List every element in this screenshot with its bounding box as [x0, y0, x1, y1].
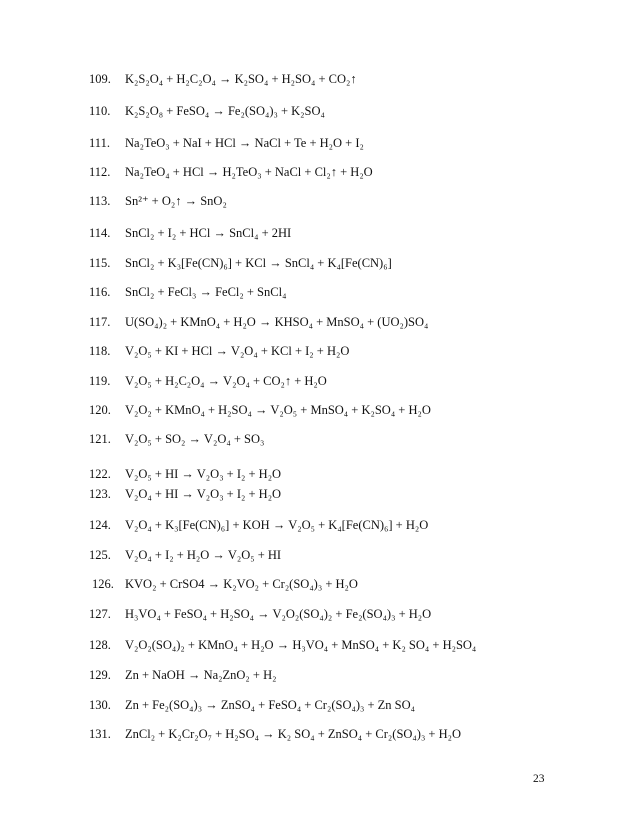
equation-row [89, 70, 357, 88]
equation-number: 125. [89, 548, 111, 562]
equation-number: 119. [89, 374, 111, 388]
equation-row [89, 605, 431, 623]
equation-number: 111. [89, 136, 110, 150]
equation-text: V₂O₅ + KI + HCl → V₂O₄ + KCl + I₂ + H₂O [125, 344, 350, 358]
equation-text: SnCl₂ + I₂ + HCl → SnCl₄ + 2HI [125, 226, 292, 240]
equation-number: 115. [89, 256, 111, 270]
equation-row [89, 283, 286, 301]
equation-row [89, 192, 227, 210]
equation-number: 117. [89, 315, 111, 329]
equation-text: Zn + NaOH → Na₂ZnO₂ + H₂ [125, 668, 277, 682]
equation-text: SnCl₂ + K₃[Fe(CN)₆] + KCl → SnCl₄ + K₄[Fe(CN)₆] [125, 256, 392, 270]
equation-text: V₂O₅ + HI → V₂O₃ + I₂ + H₂O [125, 467, 282, 481]
equation-number: 126. [92, 577, 114, 591]
equation-text: V₂O₂ + KMnO₄ + H₂SO₄ → V₂O₅ + MnSO₄ + K₂SO₄ + H₂O [125, 403, 431, 417]
equation-row [89, 516, 428, 534]
equation-number: 127. [89, 607, 111, 621]
equation-text: Na₂TeO₃ + NaI + HCl → NaCl + Te + H₂O + I₂ [125, 136, 364, 150]
equation-number: 121. [89, 432, 111, 446]
equation-row [89, 372, 327, 390]
equation-number: 130. [89, 698, 111, 712]
equation-text: V₂O₄ + HI → V₂O₃ + I₂ + H₂O [125, 487, 282, 501]
equation-number: 109. [89, 72, 111, 86]
equation-row [89, 224, 291, 242]
equation-row [89, 725, 461, 743]
equation-text: K₂S₂O₈ + FeSO₄ → Fe₂(SO₄)₃ + K₂SO₄ [125, 104, 325, 118]
equation-row [89, 465, 281, 483]
equation-text: U(SO₄)₂ + KMnO₄ + H₂O → KHSO₄ + MnSO₄ + (UO₂)SO₄ [125, 315, 429, 329]
equation-number: 114. [89, 226, 111, 240]
equation-number: 128. [89, 638, 111, 652]
equation-row [89, 696, 415, 714]
equation-text: V₂O₄ + K₃[Fe(CN)₆] + KOH → V₂O₅ + K₄[Fe(CN)₆] + H₂O [125, 518, 429, 532]
equation-row [89, 401, 431, 419]
equation-text: H₃VO₄ + FeSO₄ + H₂SO₄ → V₂O₂(SO₄)₂ + Fe₂(SO₄)₃ + H₂O [125, 607, 432, 621]
equation-row [89, 102, 325, 120]
equation-number: 112. [89, 165, 111, 179]
equation-number: 131. [89, 727, 111, 741]
equation-number: 123. [89, 487, 111, 501]
equation-row [89, 134, 364, 152]
equation-row [89, 485, 281, 503]
equation-row [89, 254, 392, 272]
equation-number: 118. [89, 344, 111, 358]
equation-text: SnCl₂ + FeCl₃ → FeCl₂ + SnCl₄ [125, 285, 287, 299]
equation-text: V₂O₂(SO₄)₂ + KMnO₄ + H₂O → H₃VO₄ + MnSO₄ + K₂ SO₄ + H₂SO₄ [125, 638, 477, 652]
equation-text: V₂O₅ + SO₂ → V₂O₄ + SO₃ [125, 432, 265, 446]
equation-text: KVO₂ + CrSO4 → K₂VO₂ + Cr₂(SO₄)₃ + H₂O [125, 577, 358, 591]
equation-text: ZnCl₂ + K₂Cr₂O₇ + H₂SO₄ → K₂ SO₄ + ZnSO₄ + Cr₂(SO₄)₃ + H₂O [125, 727, 462, 741]
equation-row [89, 636, 476, 654]
page-number: 23 [533, 773, 545, 785]
equation-text: Na₂TeO₄ + HCl → H₂TeO₃ + NaCl + Cl₂↑ + H₂O [125, 165, 373, 179]
equation-number: 122. [89, 467, 111, 481]
equation-number: 124. [89, 518, 111, 532]
equation-row [89, 430, 264, 448]
equation-row [89, 342, 349, 360]
equation-number: 120. [89, 403, 111, 417]
equation-row [89, 163, 373, 181]
equation-row [89, 575, 358, 593]
equation-row [89, 313, 428, 331]
equation-row [89, 546, 281, 564]
equation-number: 129. [89, 668, 111, 682]
equation-row [89, 666, 276, 684]
equation-text: V₂O₄ + I₂ + H₂O → V₂O₅ + HI [125, 548, 282, 562]
equation-text: Sn²⁺ + O₂↑ → SnO₂ [125, 194, 227, 208]
equation-text: V₂O₅ + H₂C₂O₄ → V₂O₄ + CO₂↑ + H₂O [125, 374, 327, 388]
equation-number: 116. [89, 285, 111, 299]
equation-text: K₂S₂O₄ + H₂C₂O₄ → K₂SO₄ + H₂SO₄ + CO₂↑ [125, 72, 357, 86]
equation-number: 110. [89, 104, 111, 118]
equation-number: 113. [89, 194, 111, 208]
equation-text: Zn + Fe₂(SO₄)₃ → ZnSO₄ + FeSO₄ + Cr₂(SO₄)₃ + Zn SO₄ [125, 698, 415, 712]
